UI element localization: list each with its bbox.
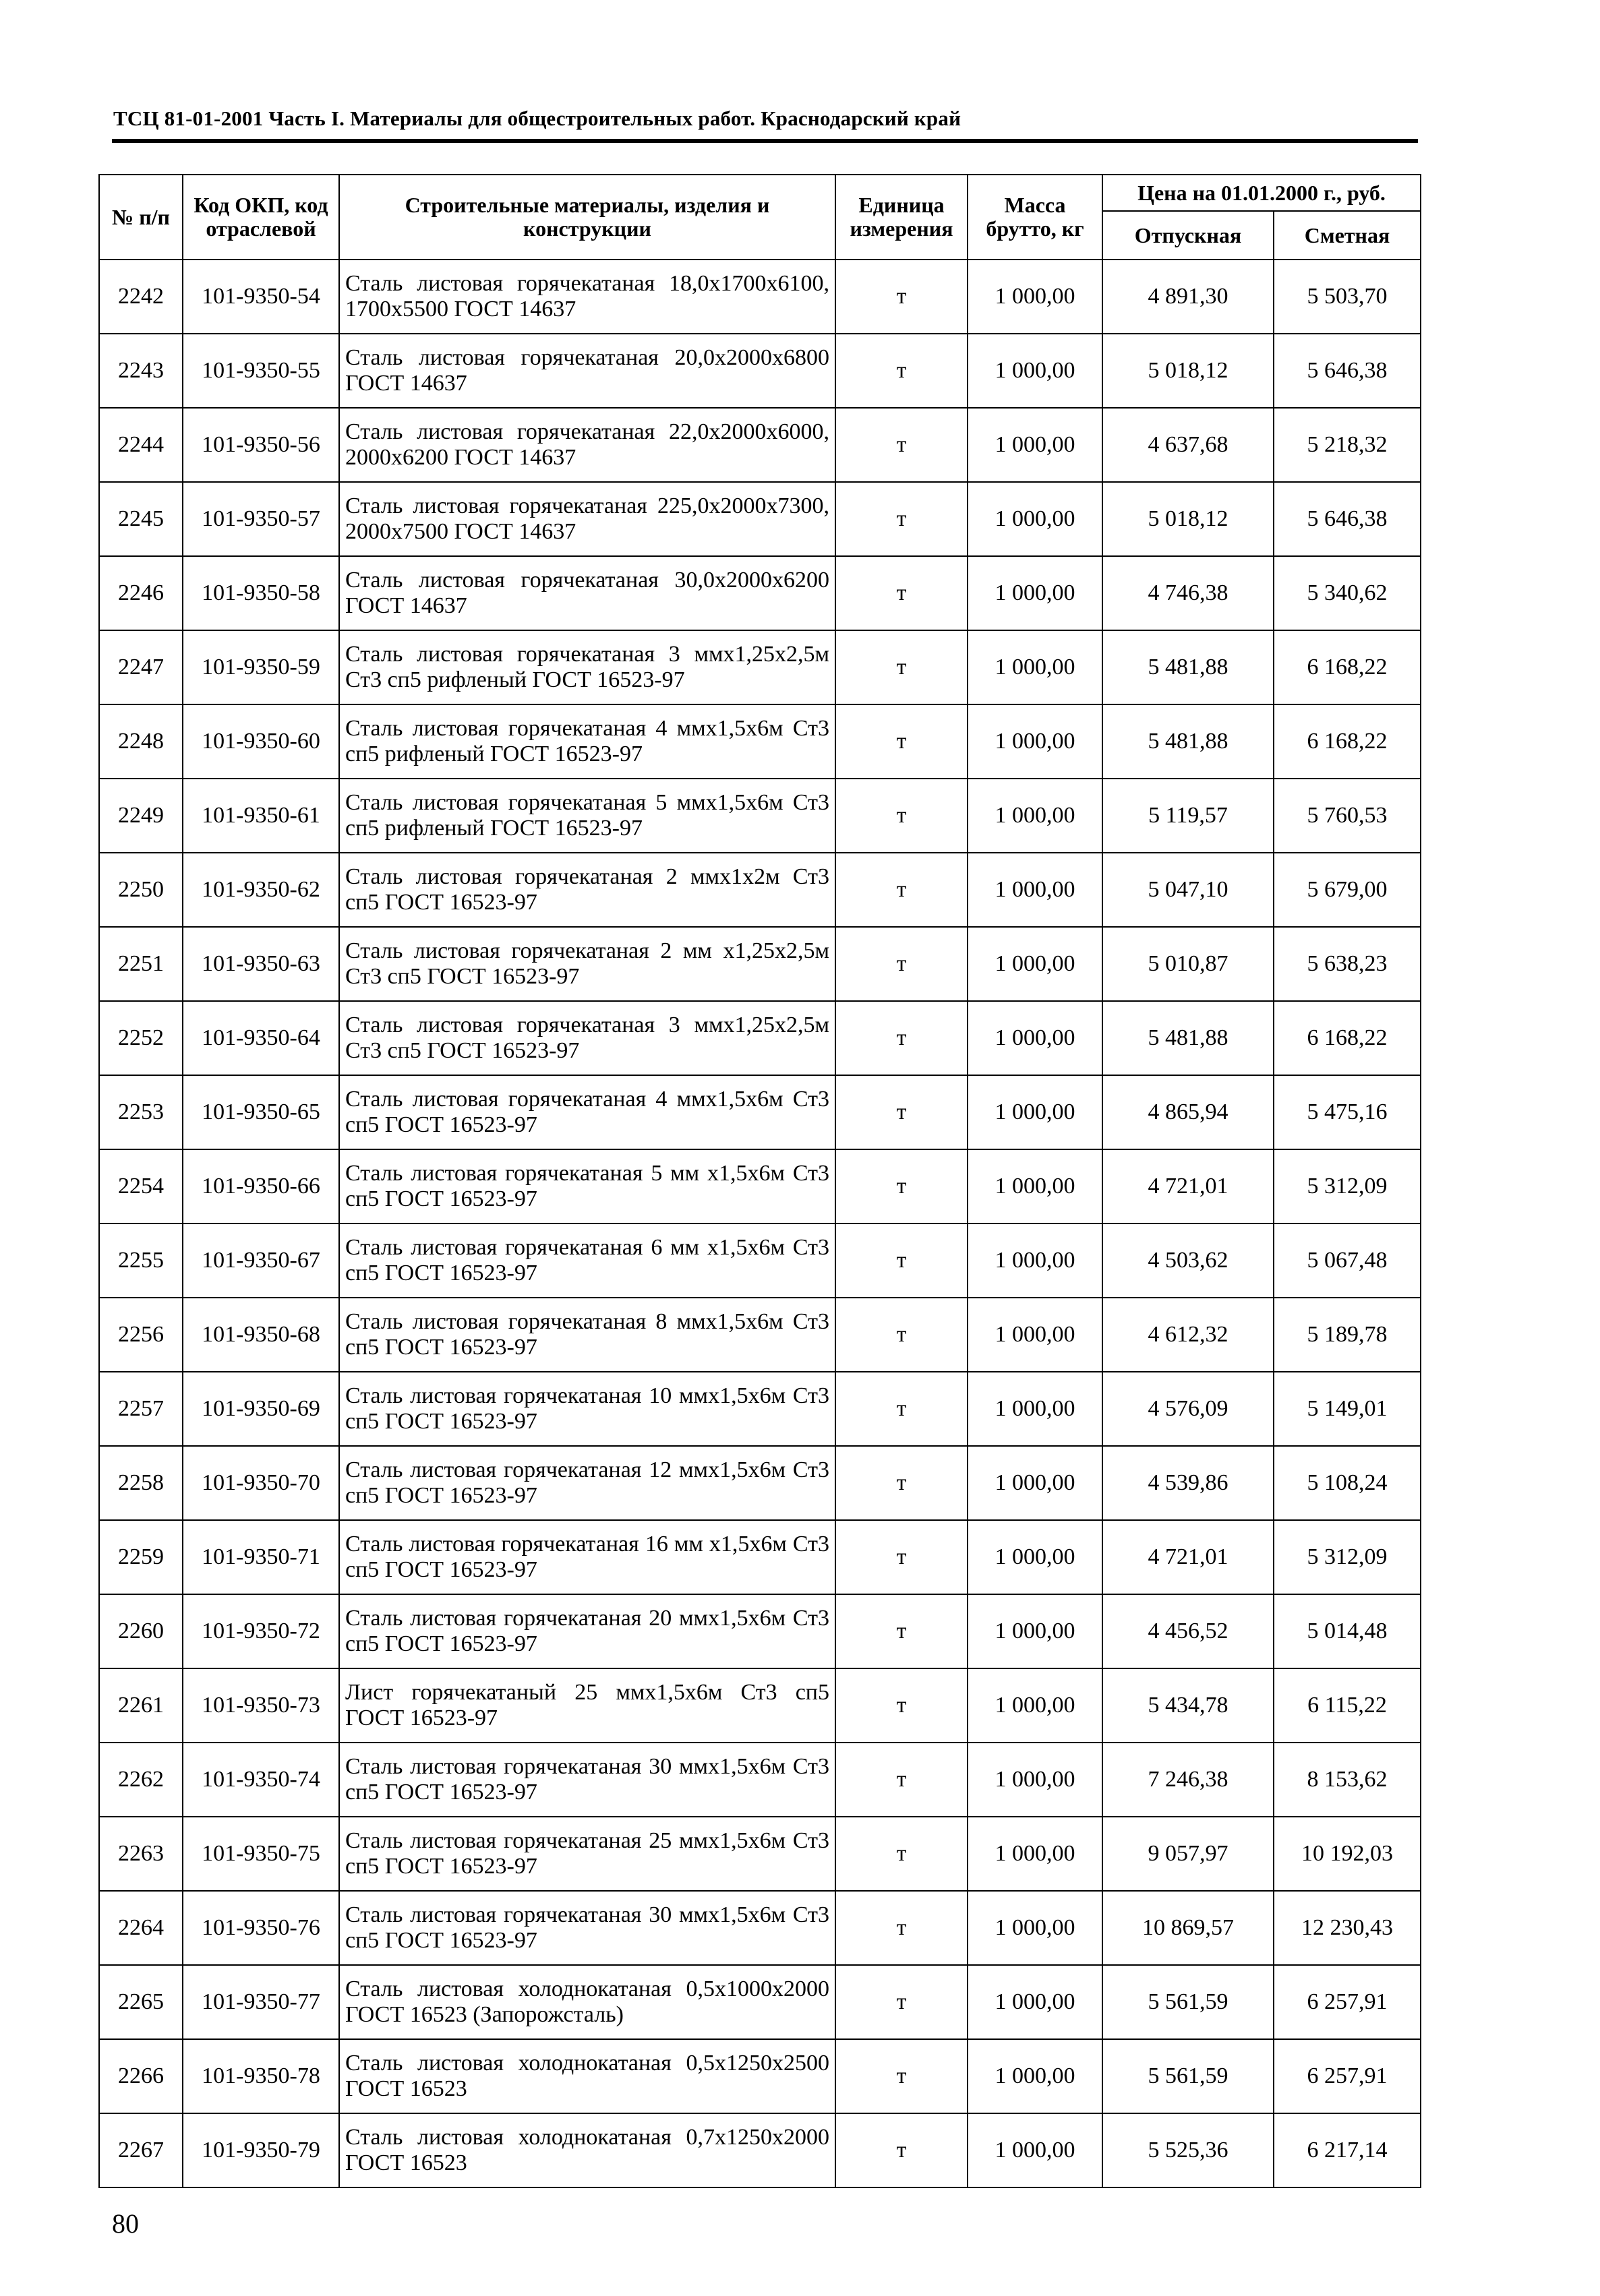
mass-cell: 1 000,00 [968, 1075, 1102, 1149]
release-price-cell: 5 018,12 [1102, 482, 1274, 556]
okp-code-cell: 101-9350-70 [183, 1446, 339, 1520]
material-name-cell: Сталь листовая горячекатаная 12 ммх1,5х6м Ст3 сп5 ГОСТ 16523-97 [339, 1446, 835, 1520]
unit-cell: т [835, 1520, 968, 1594]
release-price-cell: 5 018,12 [1102, 334, 1274, 408]
material-name-cell: Сталь листовая горячекатаная 4 ммх1,5х6м Ст3 сп5 ГОСТ 16523-97 [339, 1075, 835, 1149]
header-no: № п/п [99, 175, 183, 260]
mass-cell: 1 000,00 [968, 482, 1102, 556]
mass-cell: 1 000,00 [968, 1891, 1102, 1965]
table-row [99, 260, 1421, 334]
okp-code-cell: 101-9350-79 [183, 2113, 339, 2187]
release-price-cell: 4 721,01 [1102, 1149, 1274, 1223]
row-number-cell: 2252 [99, 1001, 183, 1075]
row-number-cell: 2255 [99, 1223, 183, 1298]
table-row [99, 853, 1421, 927]
material-name-cell: Сталь листовая горячекатаная 3 ммх1,25х2,5м Ст3 сп5 рифленый ГОСТ 16523-97 [339, 630, 835, 704]
table-row [99, 2039, 1421, 2113]
table-row [99, 2113, 1421, 2187]
okp-code-cell: 101-9350-58 [183, 556, 339, 630]
row-number-cell: 2250 [99, 853, 183, 927]
unit-cell: т [835, 853, 968, 927]
material-name-cell: Сталь листовая холоднокатаная 0,5х1250х2500 ГОСТ 16523 [339, 2039, 835, 2113]
material-name-cell: Сталь листовая горячекатаная 5 мм х1,5х6м Ст3 сп5 ГОСТ 16523-97 [339, 1149, 835, 1223]
release-price-cell: 5 561,59 [1102, 1965, 1274, 2039]
row-number-cell: 2258 [99, 1446, 183, 1520]
unit-cell: т [835, 630, 968, 704]
unit-cell: т [835, 1965, 968, 2039]
unit-cell: т [835, 927, 968, 1001]
estimate-price-cell: 6 168,22 [1274, 1001, 1421, 1075]
unit-cell: т [835, 2113, 968, 2187]
release-price-cell: 4 721,01 [1102, 1520, 1274, 1594]
material-name-cell: Сталь листовая горячекатаная 30 ммх1,5х6м Ст3 сп5 ГОСТ 16523-97 [339, 1891, 835, 1965]
material-name-cell: Лист горячекатаный 25 ммх1,5х6м Ст3 сп5 ГОСТ 16523-97 [339, 1668, 835, 1743]
mass-cell: 1 000,00 [968, 704, 1102, 779]
estimate-price-cell: 10 192,03 [1274, 1817, 1421, 1891]
estimate-price-cell: 6 168,22 [1274, 630, 1421, 704]
material-name-cell: Сталь листовая холоднокатаная 0,7х1250х2000 ГОСТ 16523 [339, 2113, 835, 2187]
mass-cell: 1 000,00 [968, 1298, 1102, 1372]
materials-price-table [98, 174, 1421, 2188]
unit-cell: т [835, 1298, 968, 1372]
header-divider [112, 139, 1418, 143]
table-row [99, 1817, 1421, 1891]
mass-cell: 1 000,00 [968, 1001, 1102, 1075]
table-row [99, 1520, 1421, 1594]
estimate-price-cell: 6 257,91 [1274, 1965, 1421, 2039]
okp-code-cell: 101-9350-78 [183, 2039, 339, 2113]
page-number: 80 [112, 2208, 139, 2239]
okp-code-cell: 101-9350-61 [183, 779, 339, 853]
table-row [99, 1075, 1421, 1149]
release-price-cell: 5 561,59 [1102, 2039, 1274, 2113]
material-name-cell: Сталь листовая горячекатаная 20 ммх1,5х6м Ст3 сп5 ГОСТ 16523-97 [339, 1594, 835, 1668]
header-material-name: Строительные материалы, изделия и конструкции [339, 175, 835, 260]
mass-cell: 1 000,00 [968, 779, 1102, 853]
release-price-cell: 5 481,88 [1102, 704, 1274, 779]
row-number-cell: 2246 [99, 556, 183, 630]
estimate-price-cell: 6 257,91 [1274, 2039, 1421, 2113]
release-price-cell: 10 869,57 [1102, 1891, 1274, 1965]
release-price-cell: 4 503,62 [1102, 1223, 1274, 1298]
table-row [99, 630, 1421, 704]
okp-code-cell: 101-9350-75 [183, 1817, 339, 1891]
okp-code-cell: 101-9350-60 [183, 704, 339, 779]
row-number-cell: 2249 [99, 779, 183, 853]
mass-cell: 1 000,00 [968, 927, 1102, 1001]
estimate-price-cell: 5 067,48 [1274, 1223, 1421, 1298]
row-number-cell: 2247 [99, 630, 183, 704]
material-name-cell: Сталь листовая горячекатаная 30 ммх1,5х6м Ст3 сп5 ГОСТ 16523-97 [339, 1743, 835, 1817]
mass-cell: 1 000,00 [968, 1223, 1102, 1298]
unit-cell: т [835, 334, 968, 408]
row-number-cell: 2256 [99, 1298, 183, 1372]
unit-cell: т [835, 1446, 968, 1520]
material-name-cell: Сталь листовая горячекатаная 3 ммх1,25х2,5м Ст3 сп5 ГОСТ 16523-97 [339, 1001, 835, 1075]
table-row [99, 1372, 1421, 1446]
release-price-cell: 4 746,38 [1102, 556, 1274, 630]
table-row [99, 334, 1421, 408]
table-row [99, 704, 1421, 779]
row-number-cell: 2242 [99, 260, 183, 334]
estimate-price-cell: 5 638,23 [1274, 927, 1421, 1001]
unit-cell: т [835, 1668, 968, 1743]
table-row [99, 482, 1421, 556]
table-row [99, 1001, 1421, 1075]
mass-cell: 1 000,00 [968, 1594, 1102, 1668]
row-number-cell: 2266 [99, 2039, 183, 2113]
estimate-price-cell: 8 153,62 [1274, 1743, 1421, 1817]
mass-cell: 1 000,00 [968, 1817, 1102, 1891]
material-name-cell: Сталь листовая горячекатаная 20,0х2000х6800 ГОСТ 14637 [339, 334, 835, 408]
material-name-cell: Сталь листовая холоднокатаная 0,5х1000х2000 ГОСТ 16523 (Запорожсталь) [339, 1965, 835, 2039]
release-price-cell: 5 047,10 [1102, 853, 1274, 927]
header-mass: Масса брутто, кг [968, 175, 1102, 260]
okp-code-cell: 101-9350-74 [183, 1743, 339, 1817]
table-row [99, 1668, 1421, 1743]
unit-cell: т [835, 482, 968, 556]
row-number-cell: 2253 [99, 1075, 183, 1149]
estimate-price-cell: 5 646,38 [1274, 334, 1421, 408]
material-name-cell: Сталь листовая горячекатаная 18,0х1700х6100, 1700х5500 ГОСТ 14637 [339, 260, 835, 334]
okp-code-cell: 101-9350-55 [183, 334, 339, 408]
mass-cell: 1 000,00 [968, 260, 1102, 334]
release-price-cell: 5 481,88 [1102, 1001, 1274, 1075]
unit-cell: т [835, 556, 968, 630]
material-name-cell: Сталь листовая горячекатаная 5 ммх1,5х6м Ст3 сп5 рифленый ГОСТ 16523-97 [339, 779, 835, 853]
mass-cell: 1 000,00 [968, 1446, 1102, 1520]
estimate-price-cell: 5 340,62 [1274, 556, 1421, 630]
unit-cell: т [835, 704, 968, 779]
release-price-cell: 7 246,38 [1102, 1743, 1274, 1817]
table-body [99, 260, 1421, 2187]
table-row [99, 927, 1421, 1001]
table-row [99, 1965, 1421, 2039]
table-row [99, 408, 1421, 482]
release-price-cell: 4 637,68 [1102, 408, 1274, 482]
mass-cell: 1 000,00 [968, 556, 1102, 630]
header-price-release: Отпускная [1102, 211, 1274, 260]
unit-cell: т [835, 2039, 968, 2113]
okp-code-cell: 101-9350-57 [183, 482, 339, 556]
row-number-cell: 2251 [99, 927, 183, 1001]
release-price-cell: 5 481,88 [1102, 630, 1274, 704]
unit-cell: т [835, 1001, 968, 1075]
unit-cell: т [835, 408, 968, 482]
release-price-cell: 9 057,97 [1102, 1817, 1274, 1891]
row-number-cell: 2248 [99, 704, 183, 779]
okp-code-cell: 101-9350-76 [183, 1891, 339, 1965]
header-okp-code: Код ОКП, код отраслевой [183, 175, 339, 260]
material-name-cell: Сталь листовая горячекатаная 2 мм х1,25х2,5м Ст3 сп5 ГОСТ 16523-97 [339, 927, 835, 1001]
mass-cell: 1 000,00 [968, 1965, 1102, 2039]
release-price-cell: 5 525,36 [1102, 2113, 1274, 2187]
okp-code-cell: 101-9350-67 [183, 1223, 339, 1298]
release-price-cell: 5 119,57 [1102, 779, 1274, 853]
unit-cell: т [835, 1223, 968, 1298]
release-price-cell: 4 456,52 [1102, 1594, 1274, 1668]
release-price-cell: 5 434,78 [1102, 1668, 1274, 1743]
material-name-cell: Сталь листовая горячекатаная 30,0х2000х6200 ГОСТ 14637 [339, 556, 835, 630]
row-number-cell: 2257 [99, 1372, 183, 1446]
release-price-cell: 4 539,86 [1102, 1446, 1274, 1520]
okp-code-cell: 101-9350-54 [183, 260, 339, 334]
estimate-price-cell: 5 312,09 [1274, 1149, 1421, 1223]
material-name-cell: Сталь листовая горячекатаная 4 ммх1,5х6м Ст3 сп5 рифленый ГОСТ 16523-97 [339, 704, 835, 779]
okp-code-cell: 101-9350-73 [183, 1668, 339, 1743]
row-number-cell: 2267 [99, 2113, 183, 2187]
mass-cell: 1 000,00 [968, 334, 1102, 408]
estimate-price-cell: 5 189,78 [1274, 1298, 1421, 1372]
document-header: ТСЦ 81-01-2001 Часть I. Материалы для общестроительных работ. Краснодарский край [113, 107, 961, 130]
unit-cell: т [835, 1075, 968, 1149]
okp-code-cell: 101-9350-56 [183, 408, 339, 482]
unit-cell: т [835, 260, 968, 334]
release-price-cell: 4 612,32 [1102, 1298, 1274, 1372]
okp-code-cell: 101-9350-66 [183, 1149, 339, 1223]
estimate-price-cell: 6 217,14 [1274, 2113, 1421, 2187]
row-number-cell: 2261 [99, 1668, 183, 1743]
row-number-cell: 2265 [99, 1965, 183, 2039]
estimate-price-cell: 6 168,22 [1274, 704, 1421, 779]
okp-code-cell: 101-9350-62 [183, 853, 339, 927]
mass-cell: 1 000,00 [968, 2039, 1102, 2113]
row-number-cell: 2262 [99, 1743, 183, 1817]
release-price-cell: 5 010,87 [1102, 927, 1274, 1001]
unit-cell: т [835, 779, 968, 853]
header-unit: Единица измерения [835, 175, 968, 260]
row-number-cell: 2263 [99, 1817, 183, 1891]
row-number-cell: 2254 [99, 1149, 183, 1223]
mass-cell: 1 000,00 [968, 1743, 1102, 1817]
table-row [99, 779, 1421, 853]
mass-cell: 1 000,00 [968, 1668, 1102, 1743]
estimate-price-cell: 5 149,01 [1274, 1372, 1421, 1446]
estimate-price-cell: 12 230,43 [1274, 1891, 1421, 1965]
header-price-estimate: Сметная [1274, 211, 1421, 260]
row-number-cell: 2244 [99, 408, 183, 482]
release-price-cell: 4 865,94 [1102, 1075, 1274, 1149]
estimate-price-cell: 5 218,32 [1274, 408, 1421, 482]
unit-cell: т [835, 1817, 968, 1891]
okp-code-cell: 101-9350-63 [183, 927, 339, 1001]
table-row [99, 1149, 1421, 1223]
okp-code-cell: 101-9350-71 [183, 1520, 339, 1594]
estimate-price-cell: 6 115,22 [1274, 1668, 1421, 1743]
table-row [99, 1446, 1421, 1520]
mass-cell: 1 000,00 [968, 1372, 1102, 1446]
table-row [99, 1891, 1421, 1965]
table-row [99, 1298, 1421, 1372]
material-name-cell: Сталь листовая горячекатаная 22,0х2000х6000, 2000х6200 ГОСТ 14637 [339, 408, 835, 482]
table-row [99, 1743, 1421, 1817]
material-name-cell: Сталь листовая горячекатаная 225,0х2000х7300, 2000х7500 ГОСТ 14637 [339, 482, 835, 556]
header-price-group: Цена на 01.01.2000 г., руб. [1102, 175, 1421, 211]
table-row [99, 1594, 1421, 1668]
release-price-cell: 4 576,09 [1102, 1372, 1274, 1446]
mass-cell: 1 000,00 [968, 1520, 1102, 1594]
unit-cell: т [835, 1891, 968, 1965]
table-row [99, 556, 1421, 630]
okp-code-cell: 101-9350-65 [183, 1075, 339, 1149]
release-price-cell: 4 891,30 [1102, 260, 1274, 334]
row-number-cell: 2264 [99, 1891, 183, 1965]
unit-cell: т [835, 1149, 968, 1223]
okp-code-cell: 101-9350-69 [183, 1372, 339, 1446]
row-number-cell: 2245 [99, 482, 183, 556]
material-name-cell: Сталь листовая горячекатаная 25 ммх1,5х6м Ст3 сп5 ГОСТ 16523-97 [339, 1817, 835, 1891]
estimate-price-cell: 5 014,48 [1274, 1594, 1421, 1668]
okp-code-cell: 101-9350-59 [183, 630, 339, 704]
material-name-cell: Сталь листовая горячекатаная 2 ммх1х2м Ст3 сп5 ГОСТ 16523-97 [339, 853, 835, 927]
row-number-cell: 2259 [99, 1520, 183, 1594]
material-name-cell: Сталь листовая горячекатаная 8 ммх1,5х6м Ст3 сп5 ГОСТ 16523-97 [339, 1298, 835, 1372]
mass-cell: 1 000,00 [968, 1149, 1102, 1223]
estimate-price-cell: 5 312,09 [1274, 1520, 1421, 1594]
row-number-cell: 2243 [99, 334, 183, 408]
mass-cell: 1 000,00 [968, 408, 1102, 482]
mass-cell: 1 000,00 [968, 853, 1102, 927]
unit-cell: т [835, 1372, 968, 1446]
estimate-price-cell: 5 760,53 [1274, 779, 1421, 853]
material-name-cell: Сталь листовая горячекатаная 16 мм х1,5х6м Ст3 сп5 ГОСТ 16523-97 [339, 1520, 835, 1594]
estimate-price-cell: 5 475,16 [1274, 1075, 1421, 1149]
okp-code-cell: 101-9350-72 [183, 1594, 339, 1668]
okp-code-cell: 101-9350-77 [183, 1965, 339, 2039]
material-name-cell: Сталь листовая горячекатаная 10 ммх1,5х6м Ст3 сп5 ГОСТ 16523-97 [339, 1372, 835, 1446]
estimate-price-cell: 5 646,38 [1274, 482, 1421, 556]
row-number-cell: 2260 [99, 1594, 183, 1668]
mass-cell: 1 000,00 [968, 630, 1102, 704]
estimate-price-cell: 5 108,24 [1274, 1446, 1421, 1520]
table-row [99, 1223, 1421, 1298]
unit-cell: т [835, 1594, 968, 1668]
okp-code-cell: 101-9350-64 [183, 1001, 339, 1075]
estimate-price-cell: 5 679,00 [1274, 853, 1421, 927]
okp-code-cell: 101-9350-68 [183, 1298, 339, 1372]
mass-cell: 1 000,00 [968, 2113, 1102, 2187]
material-name-cell: Сталь листовая горячекатаная 6 мм х1,5х6м Ст3 сп5 ГОСТ 16523-97 [339, 1223, 835, 1298]
estimate-price-cell: 5 503,70 [1274, 260, 1421, 334]
unit-cell: т [835, 1743, 968, 1817]
